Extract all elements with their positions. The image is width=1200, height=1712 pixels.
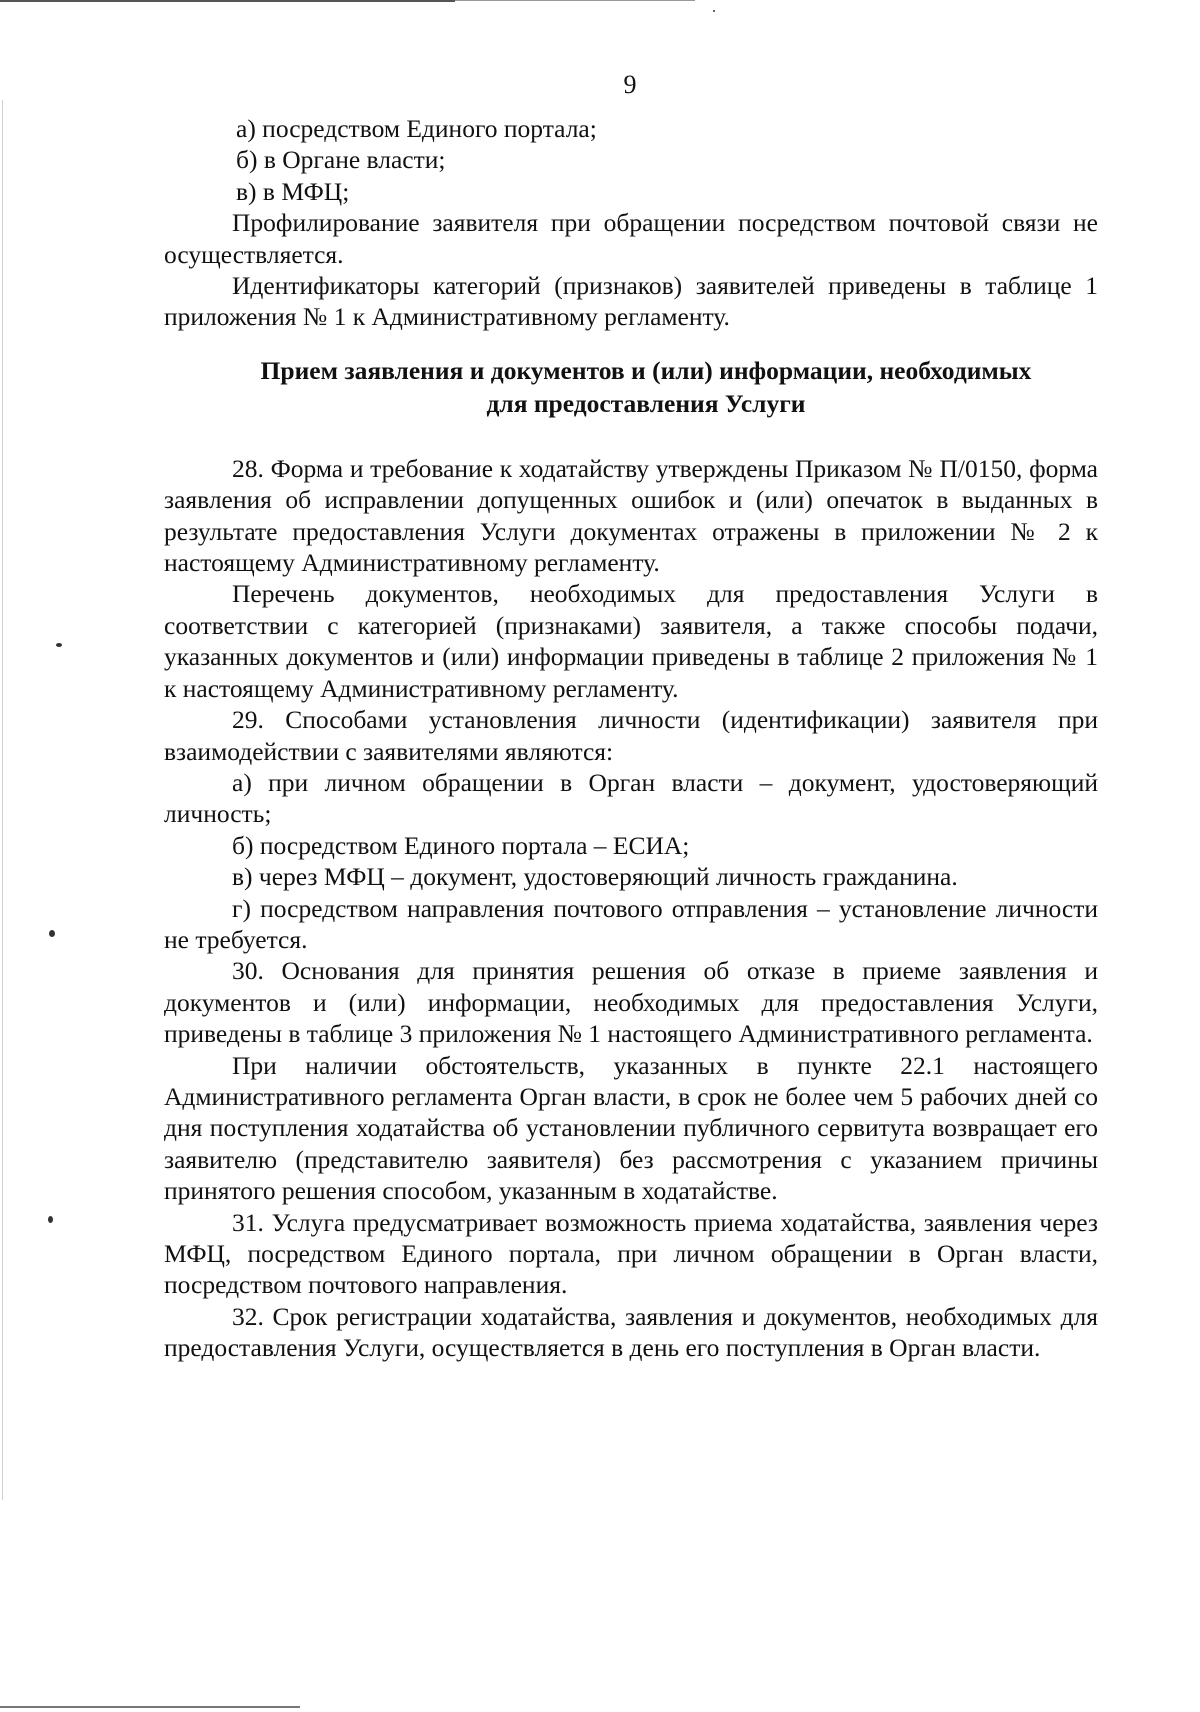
scan-speck: [713, 10, 715, 12]
paragraph-29-intro: 29. Способами установления личности (идентификации) заявителя при взаимодействии с заявителями являются:: [164, 705, 1098, 766]
paragraph-29-g: г) посредством направления почтового отправления – установление личности не требуется.: [164, 893, 1098, 954]
document-body: [164, 113, 1098, 1364]
paragraph-31: 31. Услуга предусматривает возможность приема ходатайства, заявления через МФЦ, посредством Единого портала, при личном обращении в Орган власти, посредством почтового направления.: [164, 1207, 1098, 1300]
scan-artifact-top: [0, 0, 455, 2]
paragraph-29-a: а) при личном обращении в Орган власти – документ, удостоверяющий личность;: [164, 767, 1098, 829]
list-item-b: б) в Органе власти;: [236, 145, 446, 175]
scan-artifact-top-faint: [455, 0, 695, 1]
paragraph-32: 32. Срок регистрации ходатайства, заявления и документов, необходимых для предоставления Услуги, осуществляется в день его поступления в Орган власти.: [164, 1301, 1098, 1363]
paragraph-29-b: б) посредством Единого портала – ЕСИА;: [232, 830, 690, 860]
paragraph-profiling: Профилирование заявителя при обращении посредством почтовой связи не осуществляется.: [164, 208, 1098, 269]
paragraph-29-v: в) через МФЦ – документ, удостоверяющий личность гражданина.: [232, 862, 958, 892]
scan-speck: [56, 643, 62, 647]
paragraph-30: 30. Основания для принятия решения об отказе в приеме заявления и документов и (или) информации, необходимых для предоставления Услуги, приведены в таблице 3 приложения № 1 настоящего Административного регламента.: [164, 956, 1098, 1049]
section-heading: [164, 354, 1098, 420]
section-heading-line2: для предоставления Услуги: [486, 388, 806, 418]
scan-speck: [48, 1216, 53, 1223]
paragraph-28-documents: Перечень документов, необходимых для предоставления Услуги в соответствии с категорией (признаками) заявителя, а также способы подачи, указанных документов и (или) информации приведены в таблице 2 приложения № 1 к настоящему Административному регламенту.: [164, 579, 1098, 703]
list-item-v: в) в МФЦ;: [236, 176, 350, 206]
list-item-a: а) посредством Единого портала;: [236, 114, 597, 143]
paragraph-30-circumstances: При наличии обстоятельств, указанных в пункте 22.1 настоящего Административного регламента Орган власти, в срок не более чем 5 рабочих дней со дня поступления ходатайства об установлении публичного сервитута возвращает его заявителю (представителю заявителя) без рассмотрения с указанием причины принятого решения способом, указанным в ходатайстве.: [164, 1050, 1098, 1206]
scan-speck: [49, 930, 55, 937]
section-heading-line1: Прием заявления и документов и (или) информации, необходимых: [260, 355, 1032, 385]
scan-artifact-left-edge: [2, 100, 3, 1500]
paragraph-28: 28. Форма и требование к ходатайству утверждены Приказом № П/0150, форма заявления об исправлении допущенных ошибок и (или) опечаток в выданных в результате предоставления Услуги документах отражены в приложении № 2 к настоящему Административному регламенту.: [164, 453, 1098, 578]
paragraph-identifiers: Идентификаторы категорий (признаков) заявителей приведены в таблице 1 приложения № 1 к Административному регламенту.: [164, 271, 1098, 332]
page-number: 9: [623, 70, 637, 99]
scan-artifact-bottom: [0, 1706, 300, 1708]
